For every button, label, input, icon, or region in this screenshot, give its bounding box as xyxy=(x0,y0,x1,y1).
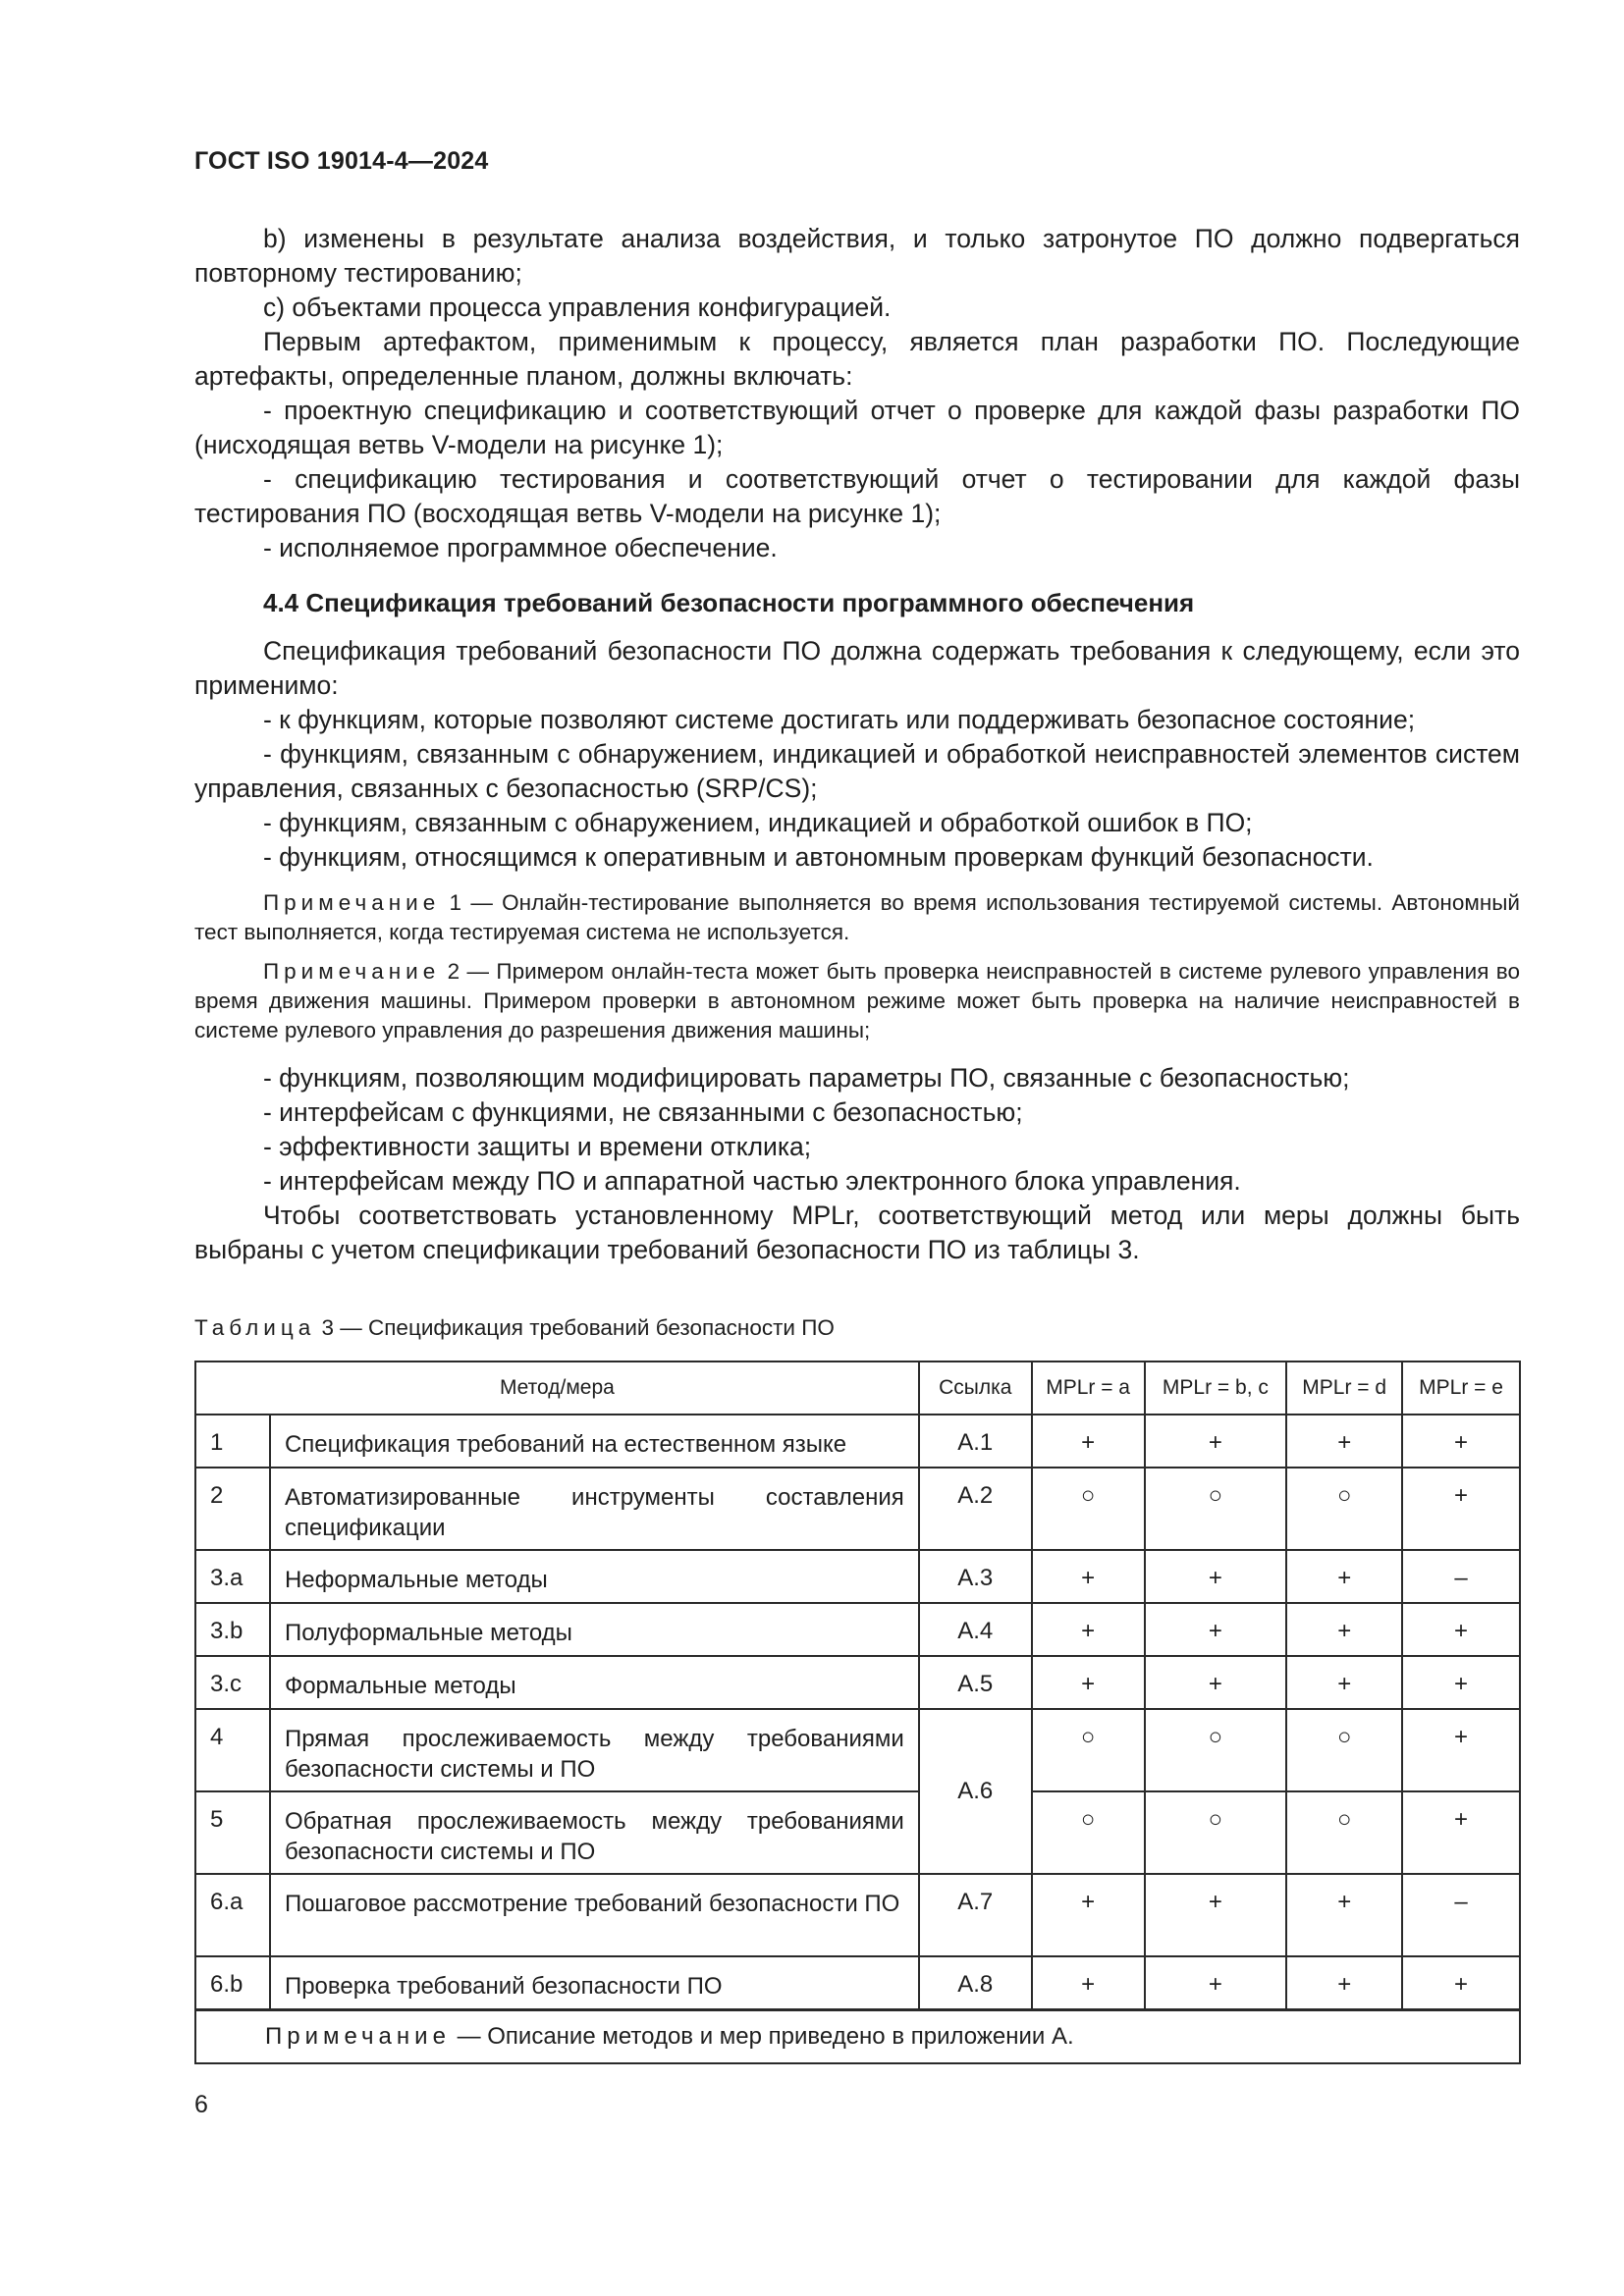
row-ref: A.6 xyxy=(919,1709,1032,1874)
paragraph: - спецификацию тестирования и соответствующий отчет о тестировании для каждой фазы тестирования ПО (восходящая ветвь V-модели на рисунке 1); xyxy=(194,464,1520,528)
row-number: 1 xyxy=(195,1415,270,1468)
header-method: Метод/мера xyxy=(195,1362,919,1415)
row-mplr-bc: ○ xyxy=(1145,1791,1287,1874)
row-mplr-e: + xyxy=(1402,1603,1520,1656)
list-item: - функциям, относящимся к оперативным и автономным проверкам функций безопасности. xyxy=(263,842,1374,872)
row-method: Полуформальные методы xyxy=(270,1603,919,1656)
row-mplr-a: + xyxy=(1032,1550,1145,1603)
note-label: Примечание xyxy=(263,959,441,984)
note-text: 1 — Онлайн-тестирование выполняется во время использования тестируемой системы. Автономный тест выполняется, когда тестируемая система не используется. xyxy=(194,890,1520,944)
table-header-row xyxy=(195,1362,1520,1415)
table-row xyxy=(195,1603,1520,1656)
section-intro: Спецификация требований безопасности ПО должна содержать требования к следующему, если это применимо: xyxy=(194,636,1520,700)
list-item: - к функциям, которые позволяют системе достигать или поддерживать безопасное состояние; xyxy=(263,705,1416,734)
row-mplr-a: + xyxy=(1032,1603,1145,1656)
body-text xyxy=(194,222,1520,1267)
row-number: 6.a xyxy=(195,1874,270,1956)
row-mplr-e: – xyxy=(1402,1550,1520,1603)
list-item: - функциям, позволяющим модифицировать параметры ПО, связанные с безопасностью; xyxy=(263,1063,1350,1093)
row-method: Автоматизированные инструменты составления спецификации xyxy=(270,1468,919,1550)
note-text: — Описание методов и мер приведено в приложении А. xyxy=(450,2022,1074,2050)
table-note xyxy=(195,2009,1520,2063)
row-number: 2 xyxy=(195,1468,270,1550)
row-mplr-d: ○ xyxy=(1286,1709,1402,1791)
row-number: 3.b xyxy=(195,1603,270,1656)
row-method: Прямая прослеживаемость между требованиями безопасности системы и ПО xyxy=(270,1709,919,1791)
row-mplr-bc: + xyxy=(1145,1874,1287,1956)
list-item: - интерфейсам между ПО и аппаратной частью электронного блока управления. xyxy=(263,1166,1241,1196)
row-mplr-e: + xyxy=(1402,1656,1520,1709)
spec-table xyxy=(194,1361,1521,2064)
page-number: 6 xyxy=(194,2091,208,2118)
paragraph: c) объектами процесса управления конфигурацией. xyxy=(263,293,892,322)
row-method: Спецификация требований на естественном языке xyxy=(270,1415,919,1468)
row-mplr-d: ○ xyxy=(1286,1791,1402,1874)
section-heading: 4.4 Спецификация требований безопасности программного обеспечения xyxy=(263,588,1195,617)
table-row xyxy=(195,1791,1520,1874)
row-mplr-e: + xyxy=(1402,1468,1520,1550)
row-mplr-a: ○ xyxy=(1032,1468,1145,1550)
table-caption xyxy=(194,1315,835,1341)
row-mplr-a: + xyxy=(1032,1956,1145,2009)
table-row xyxy=(195,1550,1520,1603)
row-mplr-bc: + xyxy=(1145,1415,1287,1468)
row-mplr-e: + xyxy=(1402,1956,1520,2009)
row-mplr-a: + xyxy=(1032,1415,1145,1468)
row-mplr-bc: + xyxy=(1145,1956,1287,2009)
row-ref: A.1 xyxy=(919,1415,1032,1468)
table-row xyxy=(195,1874,1520,1956)
list-item: - функциям, связанным с обнаружением, индикацией и обработкой ошибок в ПО; xyxy=(263,808,1253,837)
row-number: 4 xyxy=(195,1709,270,1791)
row-ref: A.8 xyxy=(919,1956,1032,2009)
row-mplr-a: + xyxy=(1032,1874,1145,1956)
note-1 xyxy=(194,888,1520,947)
row-mplr-e: + xyxy=(1402,1415,1520,1468)
note-label: Примечание xyxy=(265,2022,451,2050)
list-item: - функциям, связанным с обнаружением, индикацией и обработкой неисправностей элементов систем управления, связанных с безопасностью (SRP/CS); xyxy=(194,739,1520,803)
row-method: Проверка требований безопасности ПО xyxy=(270,1956,919,2009)
row-mplr-d: + xyxy=(1286,1550,1402,1603)
table-row xyxy=(195,1709,1520,1791)
row-mplr-d: + xyxy=(1286,1415,1402,1468)
list-item: - интерфейсам с функциями, не связанными с безопасностью; xyxy=(263,1097,1023,1127)
row-mplr-e: – xyxy=(1402,1874,1520,1956)
header-mplr-a: MPLr = a xyxy=(1032,1362,1145,1415)
closing-paragraph: Чтобы соответствовать установленному MPLr, соответствующий метод или меры должны быть выбраны с учетом спецификации требований безопасности ПО из таблицы 3. xyxy=(194,1201,1520,1264)
row-method: Неформальные методы xyxy=(270,1550,919,1603)
row-mplr-e: + xyxy=(1402,1791,1520,1874)
note-2 xyxy=(194,957,1520,1045)
row-mplr-a: ○ xyxy=(1032,1791,1145,1874)
row-method: Формальные методы xyxy=(270,1656,919,1709)
row-mplr-bc: ○ xyxy=(1145,1468,1287,1550)
row-mplr-d: + xyxy=(1286,1603,1402,1656)
paragraph: - проектную спецификацию и соответствующий отчет о проверке для каждой фазы разработки ПО (нисходящая ветвь V-модели на рисунке 1); xyxy=(194,396,1520,459)
header-mplr-e: MPLr = e xyxy=(1402,1362,1520,1415)
row-mplr-a: ○ xyxy=(1032,1709,1145,1791)
paragraph: b) изменены в результате анализа воздействия, и только затронутое ПО должно подвергаться повторному тестированию; xyxy=(194,224,1520,288)
header-mplr-bc: MPLr = b, c xyxy=(1145,1362,1287,1415)
row-number: 5 xyxy=(195,1791,270,1874)
row-ref: A.4 xyxy=(919,1603,1032,1656)
note-text: 2 — Примером онлайн-теста может быть проверка неисправностей в системе рулевого управления во время движения машины. Примером проверки в автономном режиме может быть проверка на наличие неисправностей в системе рулевого управления до разрешения движения машины; xyxy=(194,959,1520,1042)
row-method: Обратная прослеживаемость между требованиями безопасности системы и ПО xyxy=(270,1791,919,1874)
row-number: 3.a xyxy=(195,1550,270,1603)
row-ref: A.3 xyxy=(919,1550,1032,1603)
table-row xyxy=(195,1656,1520,1709)
row-mplr-bc: + xyxy=(1145,1550,1287,1603)
row-mplr-d: ○ xyxy=(1286,1468,1402,1550)
row-ref: A.5 xyxy=(919,1656,1032,1709)
row-number: 6.b xyxy=(195,1956,270,2009)
row-method: Пошаговое рассмотрение требований безопасности ПО xyxy=(270,1874,919,1956)
row-number: 3.c xyxy=(195,1656,270,1709)
row-ref: A.2 xyxy=(919,1468,1032,1550)
document-header: ГОСТ ISO 19014-4—2024 xyxy=(194,147,489,175)
list-item: - эффективности защиты и времени отклика; xyxy=(263,1132,812,1161)
table-note-row xyxy=(195,2009,1520,2063)
row-mplr-bc: + xyxy=(1145,1656,1287,1709)
row-ref: A.7 xyxy=(919,1874,1032,1956)
row-mplr-bc: + xyxy=(1145,1603,1287,1656)
paragraph: - исполняемое программное обеспечение. xyxy=(263,533,778,562)
row-mplr-e: + xyxy=(1402,1709,1520,1791)
table-row xyxy=(195,1415,1520,1468)
caption-text: 3 — Спецификация требований безопасности ПО xyxy=(315,1315,835,1340)
row-mplr-d: + xyxy=(1286,1656,1402,1709)
row-mplr-bc: ○ xyxy=(1145,1709,1287,1791)
row-mplr-a: + xyxy=(1032,1656,1145,1709)
note-label: Примечание xyxy=(263,890,441,915)
row-mplr-d: + xyxy=(1286,1874,1402,1956)
paragraph: Первым артефактом, применимым к процессу, является план разработки ПО. Последующие артефакты, определенные планом, должны включать: xyxy=(194,327,1520,391)
table-row xyxy=(195,1468,1520,1550)
header-ref: Ссылка xyxy=(919,1362,1032,1415)
caption-label: Таблица xyxy=(194,1315,316,1340)
table-row xyxy=(195,1956,1520,2009)
row-mplr-d: + xyxy=(1286,1956,1402,2009)
header-mplr-d: MPLr = d xyxy=(1286,1362,1402,1415)
